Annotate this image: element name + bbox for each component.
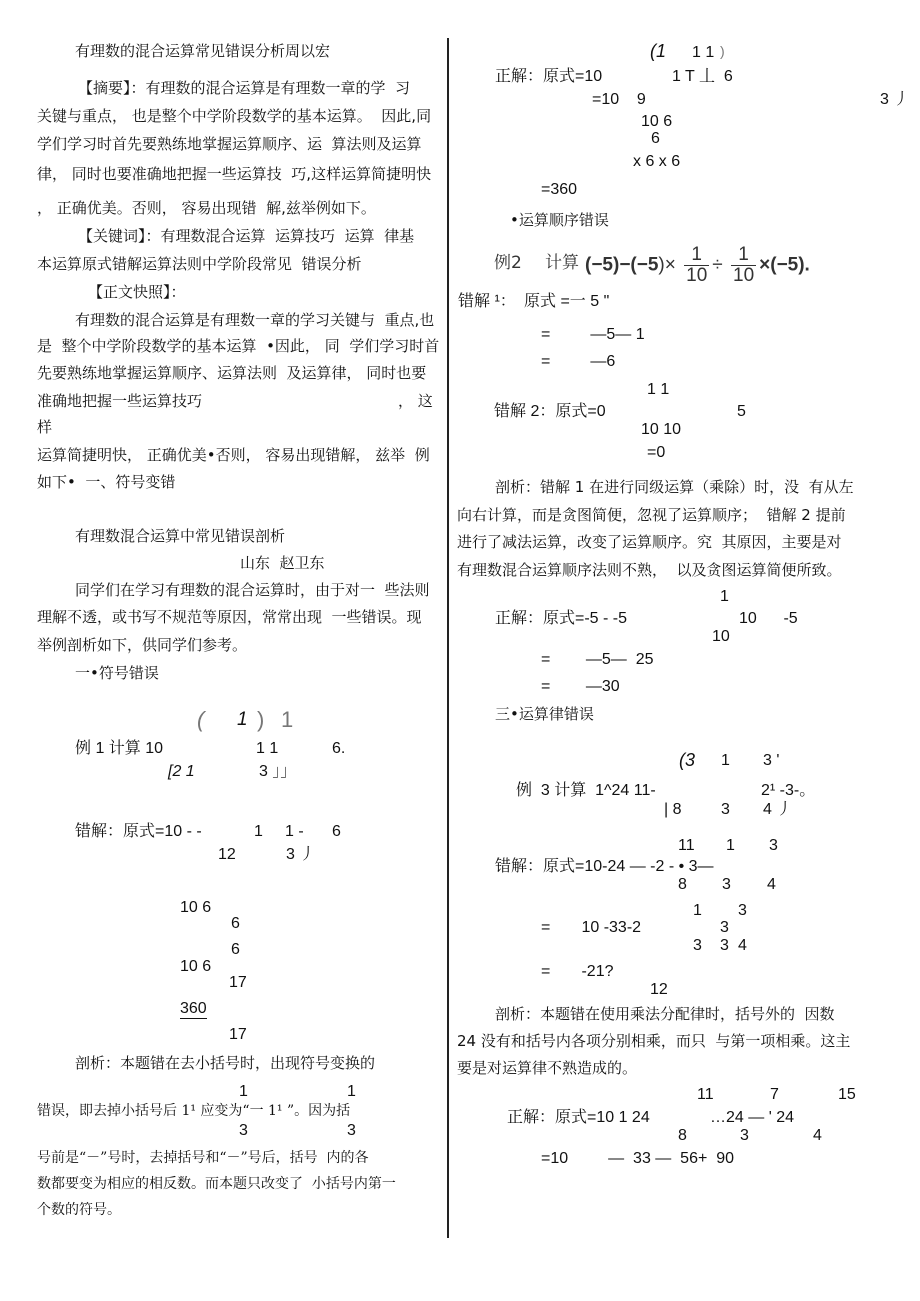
ex1-value: 1 1	[256, 740, 279, 757]
ex2-term: (−5	[585, 254, 613, 276]
wrong1-part: 1	[254, 823, 263, 840]
correct3-top: 11	[697, 1086, 714, 1103]
analysis2-line: 有理数混合运算顺序法则不熟， 以及贪图运算简便所致。	[457, 561, 842, 579]
fulltext-heading: 【正文快照】：	[88, 283, 186, 301]
section-heading-3: 三•运算律错误	[495, 705, 594, 723]
wrong3-line: 错解：原式=10-24 — -2 - • 3—	[495, 858, 714, 875]
wrong3-below: 4	[767, 876, 776, 893]
body-line: 有理数的混合运算是有理数一章的学习关键与 重点,也	[75, 311, 435, 329]
analysis1-line: 号前是“－”号时，去掉括号和“－”号后，括号 内的各	[37, 1150, 369, 1166]
body-line: 运算简捷明快， 正确优美•否则， 容易出现错解， 兹举 例	[37, 446, 430, 464]
correct2-mid: 10 -5	[739, 610, 798, 627]
abstract-line: 【摘要】：有理数的混合运算是有理数一章的学 习	[78, 79, 411, 97]
ex1-label: 例 1 计算 10	[75, 740, 164, 757]
wrong3-frac: 4	[738, 937, 747, 954]
correct1-far: 3 丿	[880, 91, 910, 108]
correct3-mid: …24 — ' 24	[710, 1109, 794, 1126]
wrong1-step: 6	[231, 941, 240, 958]
ex3-label: 例 3 计算 1^24 11-	[516, 782, 656, 799]
wrong2-2-top: 1 1	[647, 381, 670, 398]
wrong3-top: 1	[726, 837, 735, 854]
wrong3-step: = -21?	[541, 963, 614, 980]
body-line: 准确地把握一些运算技巧	[37, 392, 203, 410]
correct1-step: 6	[651, 130, 660, 147]
ex3-bottom: 3	[721, 801, 730, 818]
ex3-top: (3	[679, 750, 696, 770]
ex3-mid: 2¹ -3-。	[761, 782, 816, 799]
wrong1-line: 错解：原式=10 - -	[75, 823, 202, 840]
ex2-frac-num: 1	[738, 244, 749, 265]
wrong2-1-line: 原式 =一 5 "	[524, 293, 610, 310]
correct1-line: 正解：原式=10	[495, 68, 603, 85]
ex2-expression	[585, 245, 810, 286]
wrong3-below: 3	[722, 876, 731, 893]
c1-paren: (1	[650, 41, 667, 61]
body-line: ， 这	[398, 392, 433, 410]
intro-line: 理解不透，或书写不规范等原因，常常出现 一些错误。现	[37, 608, 422, 626]
wrong3-step: 12	[650, 981, 668, 998]
column-divider	[447, 38, 449, 1238]
ex2-op: ÷	[712, 254, 723, 276]
ex2-fraction	[731, 245, 756, 286]
article-title: 有理数混合运算中常见错误剖析	[75, 527, 286, 545]
correct3-top: 7	[770, 1086, 779, 1103]
body-line: 是 整个中学阶段数学的基本运算 •因此， 同 学们学习时首	[37, 337, 440, 355]
ex2-op: )×	[658, 254, 676, 276]
wrong1-step: 10 6	[180, 958, 212, 975]
wrong3-frac: 3	[720, 937, 729, 954]
wrong3-frac: 3	[720, 919, 729, 936]
keywords-line: 本运算原式错解运算法则中学阶段常见 错误分析	[37, 255, 362, 273]
correct1-step: 10 6	[641, 113, 673, 130]
wrong3-frac: 3	[693, 937, 702, 954]
abstract-line: 关键与重点， 也是整个中学阶段数学的基本运算。 因此,同	[37, 107, 432, 125]
body-line: 先要熟练地掌握运算顺序、运算法则 及运算律， 同时也要	[37, 364, 427, 382]
wrong3-frac: 3	[738, 902, 747, 919]
wrong2-1-step: = —6	[541, 353, 616, 370]
wrong2-1-step: = —5— 1	[541, 326, 645, 343]
c1-paren: )	[720, 43, 725, 59]
wrong1-step: 360	[180, 999, 207, 1019]
wrong3-top: 11	[678, 837, 695, 854]
intro-line: 同学们在学习有理数的混合运算时，由于对一 些法则	[75, 581, 430, 599]
article-author: 山东 赵卫东	[240, 554, 325, 572]
analysis1-line: 剖析：本题错在去小括号时，出现符号变换的	[75, 1054, 376, 1072]
ex1-paren: (	[197, 707, 205, 732]
wrong1-part: 6	[332, 823, 341, 840]
analysis1-line: 错误，即去掉小括号后 1¹ 应变为“一 1¹ ”。因为括	[37, 1103, 351, 1119]
correct2-below: 10	[712, 628, 730, 645]
correct2-line: 正解：原式=-5 - -5	[495, 610, 628, 627]
ex1-bracket: [2 1	[168, 763, 195, 780]
ex3-top: 3 '	[763, 752, 780, 769]
correct2-step: = —30	[541, 678, 620, 695]
wrong2-2-right: 5	[737, 403, 746, 420]
wrong1-step: 6	[231, 915, 240, 932]
analysis2-line: 进行了减法运算，改变了运算顺序。究 其原因，主要是对	[457, 533, 842, 551]
analysis1-line: 数都要变为相应的相反数。而本题只改变了 小括号内第一	[37, 1176, 396, 1192]
wrong1-step: 17	[229, 974, 247, 991]
wrong3-step: = 10 -33-2	[541, 919, 642, 936]
ex2-frac-num: 1	[691, 244, 702, 265]
analysis1-frac: 1	[347, 1083, 356, 1100]
analysis2-line: 剖析：错解 1 在进行同级运算（乘除）时，没 有从左	[495, 478, 854, 496]
ex2-term: )−(−5	[613, 254, 659, 276]
ex3-bottom: | 8	[664, 801, 682, 818]
ex2-calc: 计算	[545, 253, 579, 273]
wrong3-top: 3	[769, 837, 778, 854]
ex2-fraction	[684, 245, 709, 286]
body-line: 样	[37, 418, 53, 436]
correct1-line2: =10 9	[592, 91, 646, 108]
analysis3-line: 剖析：本题错在使用乘法分配律时，括号外的 因数	[495, 1005, 835, 1023]
analysis1-line: 个数的符号。	[37, 1202, 121, 1218]
ex1-bracket: 3 」」	[259, 763, 297, 780]
correct1-step: x 6 x 6	[633, 153, 681, 170]
analysis1-frac: 3	[239, 1122, 248, 1139]
analysis3-line: 24 没有和括号内各项分别相乘，而只 与第一项相乘。这主	[457, 1032, 851, 1050]
ex1-paren: )	[257, 707, 265, 732]
correct3-below: 8	[678, 1127, 687, 1144]
analysis2-line: 向右计算，而是贪图简便，忽视了运算顺序； 错解 2 提前	[457, 506, 846, 524]
abstract-line: 学们学习时首先要熟练地掌握运算顺序、运 算法则及运算	[37, 135, 422, 153]
correct2-step: = —5— 25	[541, 651, 654, 668]
abstract-line: ， 正确优美。否则， 容易出现错 解,兹举例如下。	[37, 199, 376, 217]
doc-title: 有理数的混合运算常见错误分析周以宏	[75, 42, 331, 60]
correct3-step: =10 — 33 — 56+ 90	[541, 1150, 734, 1167]
ex3-bottom: 4 丿	[763, 801, 793, 818]
ex1-value: 6.	[332, 740, 346, 757]
ex1-num: 1	[237, 709, 248, 730]
wrong2-2-line: 错解 2：原式=0	[494, 403, 606, 420]
abstract-line: 律， 同时也要准确地把握一些运算技 巧,这样运算简捷明快	[37, 165, 432, 183]
wrong1-part: 1 -	[285, 823, 304, 840]
wrong1-below: 3 丿	[286, 846, 316, 863]
keywords-line: 【关键词】：有理数混合运算 运算技巧 运算 律基	[78, 227, 415, 245]
ex2-frac-den: 10	[733, 264, 755, 286]
ex1-num: 1	[281, 707, 294, 732]
wrong2-2-result: =0	[647, 444, 666, 461]
wrong2-1-head: 错解 ¹：	[458, 293, 516, 310]
correct1-mid: 1 T 丄 6	[672, 68, 733, 85]
wrong1-step: 17	[229, 1026, 247, 1043]
analysis1-frac: 1	[239, 1083, 248, 1100]
correct1-step: =360	[541, 181, 578, 198]
correct3-below: 3	[740, 1127, 749, 1144]
wrong2-2-below: 10 10	[641, 421, 682, 438]
ex2-label: 例2	[494, 253, 522, 273]
body-line: 如下• 一、符号变错	[37, 473, 176, 491]
wrong1-step: 10 6	[180, 899, 212, 916]
wrong1-below: 12	[218, 846, 236, 863]
intro-line: 举例剖析如下，供同学们参考。	[37, 636, 248, 654]
c1-paren: 1 1	[692, 44, 715, 61]
correct2-top: 1	[720, 588, 729, 605]
analysis3-line: 要是对运算律不熟造成的。	[457, 1059, 638, 1077]
correct3-below: 4	[813, 1127, 822, 1144]
correct3-line: 正解：原式=10 1 24	[507, 1109, 650, 1126]
correct3-top: 15	[838, 1086, 856, 1103]
wrong3-below: 8	[678, 876, 687, 893]
ex2-frac-den: 10	[686, 264, 708, 286]
wrong3-frac: 1	[693, 902, 702, 919]
ex3-top: 1	[721, 752, 730, 769]
section-heading-2: •运算顺序错误	[510, 211, 609, 229]
analysis1-frac: 3	[347, 1122, 356, 1139]
ex2-term: ×(−5).	[759, 254, 810, 276]
section-heading-1: 一•符号错误	[75, 664, 159, 682]
